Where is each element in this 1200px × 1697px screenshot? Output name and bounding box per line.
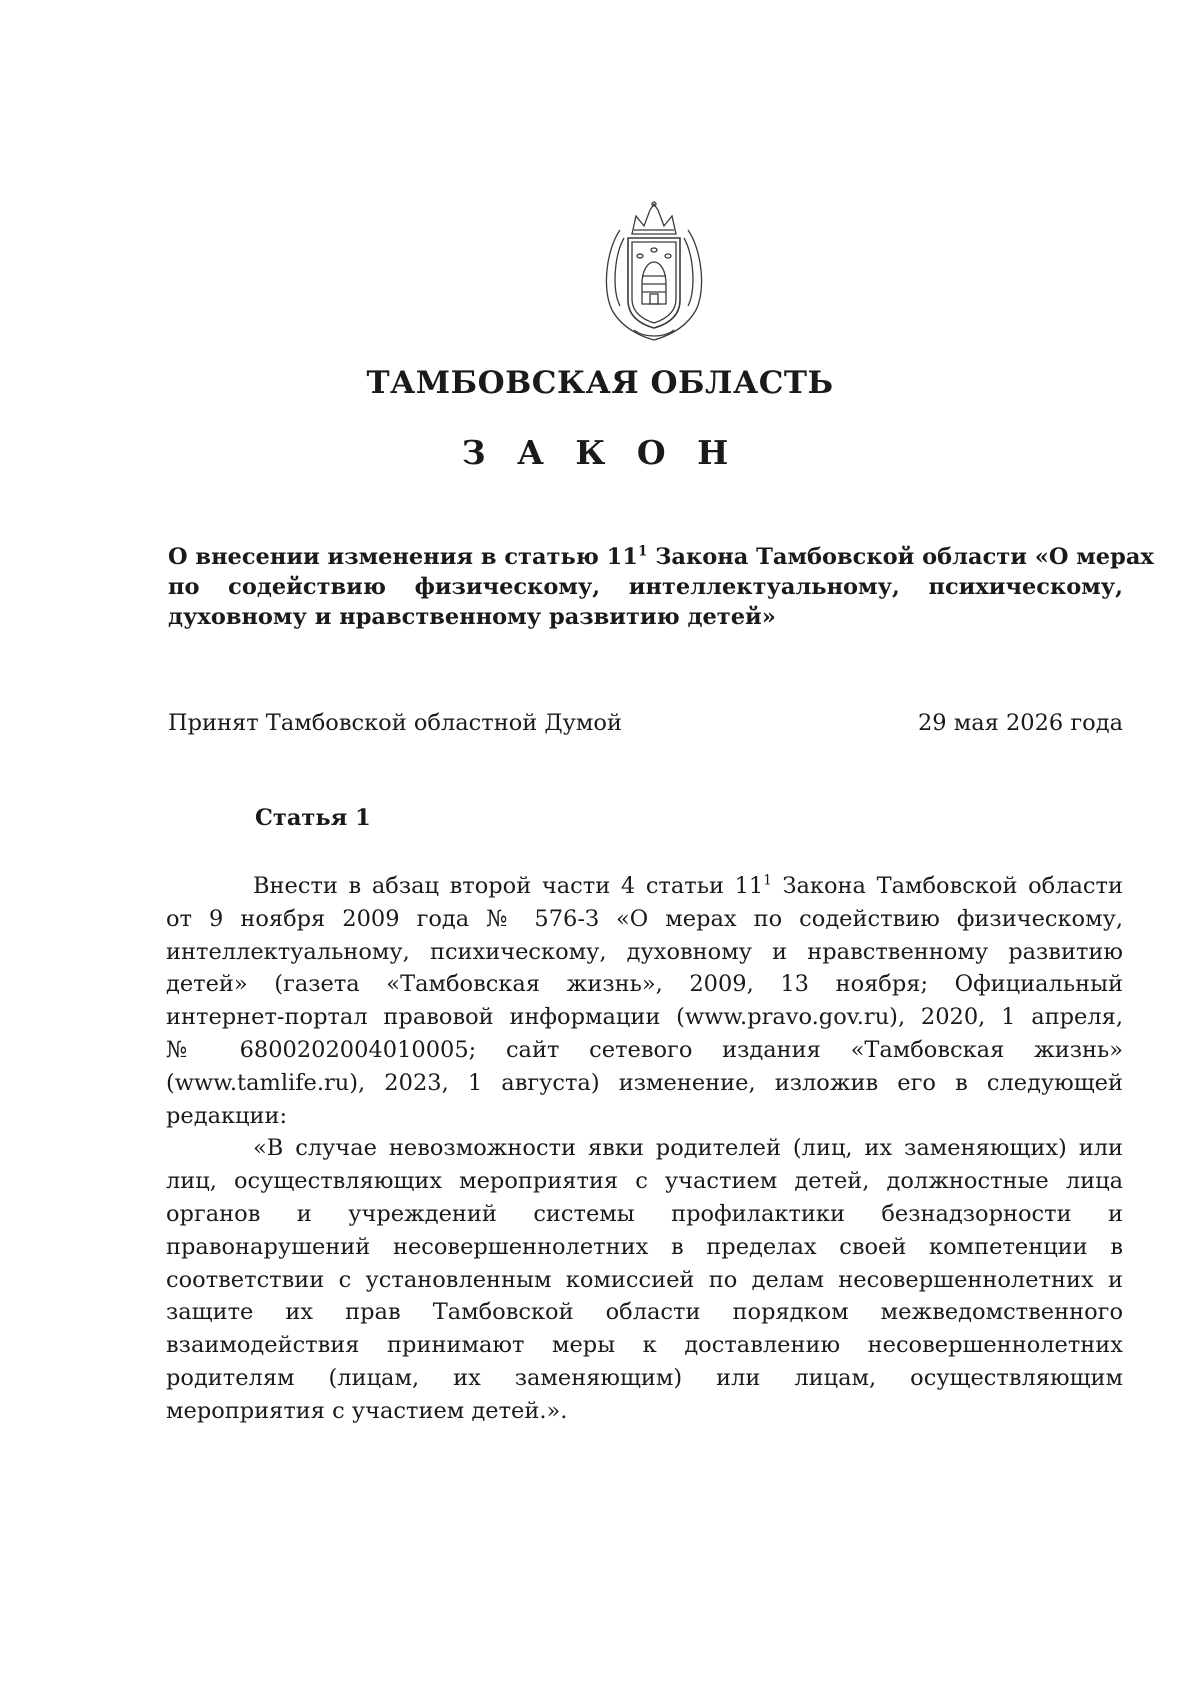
paragraph-line (166, 870, 1123, 903)
adopted-by: Принят Тамбовской областной Думой (168, 710, 622, 736)
quote-line: родителям (лицам, их заменяющим) или лицам, осуществляющим (166, 1364, 1123, 1391)
quote-line: защите их прав Тамбовской области порядком межведомственного (166, 1299, 1123, 1326)
document-type: З А К О Н (461, 433, 739, 472)
superscript: 1 (763, 872, 772, 889)
quote-line: соответствии с установленным комиссией по делам несовершеннолетних и (166, 1266, 1123, 1293)
paragraph-line: детей» (газета «Тамбовская жизнь», 2009, 13 ноября; Официальный (166, 971, 1123, 998)
quote-line: взаимодействия принимают меры к доставлению несовершеннолетних (166, 1332, 1123, 1359)
paragraph-text: Внести в абзац второй части 4 статьи 11 (253, 873, 764, 899)
adoption-date: 29 мая 2026 года (917, 710, 1123, 736)
paragraph-text: Закона Тамбовской области (771, 873, 1123, 899)
paragraph-line: интернет-портал правовой информации (www.pravo.gov.ru), 2020, 1 апреля, (166, 1004, 1123, 1031)
paragraph-line: редакции: (166, 1102, 288, 1129)
quote-line: правонарушений несовершеннолетних в пределах своей компетенции в (166, 1233, 1123, 1260)
title-line: духовному и нравственному развитию детей» (168, 604, 776, 630)
quote-line: мероприятия с участием детей.». (166, 1397, 568, 1424)
article-heading: Статья 1 (255, 805, 371, 831)
paragraph-line: интеллектуальному, психическому, духовному и нравственному развитию (166, 938, 1123, 965)
coat-of-arms-icon (594, 200, 714, 342)
title-text: О внесении изменения в статью 11 (168, 544, 638, 570)
quote-line: органов и учреждений системы профилактики безнадзорности и (166, 1200, 1123, 1227)
paragraph-line: от 9 ноября 2009 года № 576-З «О мерах по содействию физическому, (166, 905, 1123, 932)
article-body (166, 870, 1123, 1428)
superscript: 1 (637, 543, 648, 560)
title-line (168, 542, 1154, 572)
title-text: Закона Тамбовской области «О мерах (647, 544, 1154, 570)
paragraph-line: № 6800202004010005; сайт сетевого издания «Тамбовская жизнь» (166, 1036, 1123, 1063)
quote-line: лиц, осуществляющих мероприятия с участием детей, должностные лица (166, 1168, 1123, 1195)
title-line: по содействию физическому, интеллектуальному, психическому, (168, 574, 1123, 600)
quote-line: «В случае невозможности явки родителей (лиц, их заменяющих) или (253, 1135, 1123, 1162)
region-name: ТАМБОВСКАЯ ОБЛАСТЬ (366, 365, 834, 401)
law-title (168, 542, 1154, 632)
paragraph-line: (www.tamlife.ru), 2023, 1 августа) изменение, изложив его в следующей (166, 1069, 1123, 1096)
